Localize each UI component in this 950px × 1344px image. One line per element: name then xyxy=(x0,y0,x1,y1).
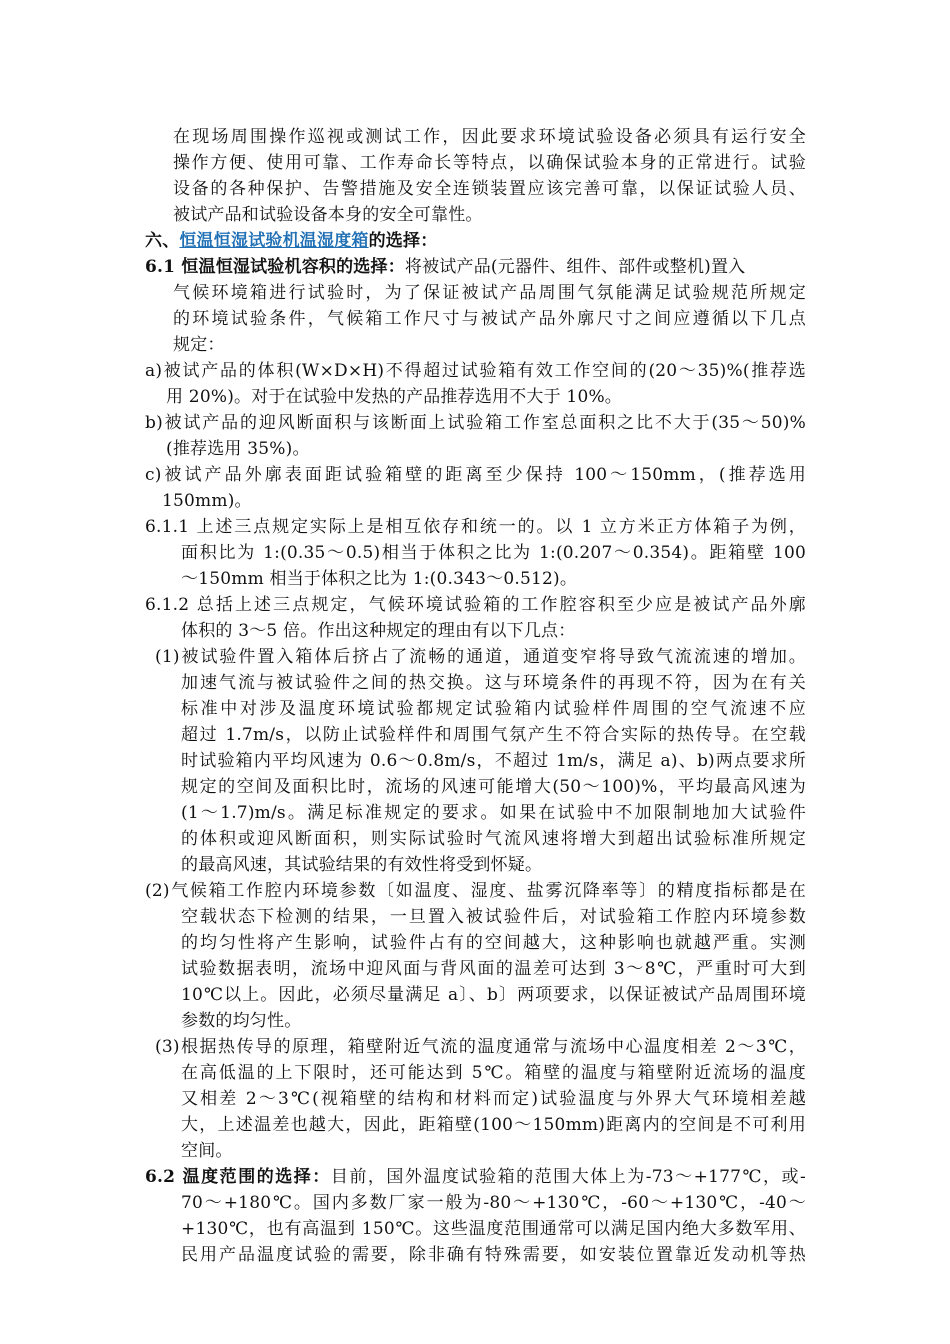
point-3-line: 在高低温的上下限时，还可能达到 5℃。箱壁的温度与箱壁附近流场的温度 xyxy=(181,1063,806,1083)
point-1-line: 时试验箱内平均风速为 0.6～0.8m/s，不超过 1m/s，满足 a)、b)两点要求所 xyxy=(181,751,806,771)
section-6-2-line: 民用产品温度试验的需要，除非确有特殊需要，如安装位置靠近发动机等热 xyxy=(181,1245,806,1265)
rule-c-line: 150mm)。 xyxy=(162,491,252,511)
point-1-line: 加速气流与被试验件之间的热交换。这与环境条件的再现不符，因为在有关 xyxy=(181,673,806,693)
point-1-line: 的体积或迎风断面积，则实际试验时气流风速将增大到超出试验标准所规定 xyxy=(181,829,806,849)
point-3-line: 空间。 xyxy=(181,1141,233,1161)
rule-a-line: 用 20%)。对于在试验中发热的产品推荐选用不大于 10%。 xyxy=(166,387,623,407)
section-6-suffix: 的选择： xyxy=(368,231,438,251)
point-1-line: 规定的空间及面积比时，流场的风速可能增大(50～100)%，平均最高风速为 xyxy=(181,777,806,797)
rule-c-line: c)被试产品外廓表面距试验箱壁的距离至少保持 100～150mm，(推荐选用 xyxy=(145,465,806,485)
section-6-link[interactable]: 恒温恒湿试验机温湿度箱 xyxy=(179,231,369,251)
point-3-line: (3)根据热传导的原理，箱壁附近气流的温度通常与流场中心温度相差 2～3℃， xyxy=(155,1037,806,1057)
point-1-line: 标准中对涉及温度环境试验都规定试验箱内试验样件周围的空气流速不应 xyxy=(181,699,806,719)
rule-a-line: a)被试产品的体积(W×D×H)不得超过试验箱有效工作空间的(20～35)%(推荐选 xyxy=(145,361,806,381)
point-2-line: 的均匀性将产生影响，试验件占有的空间越大，这种影响也就越严重。实测 xyxy=(181,933,806,953)
section-6-2-line: 70～+180℃。国内多数厂家一般为-80～+130℃，-60～+130℃，-40～ xyxy=(181,1193,806,1213)
point-2-line: 空载状态下检测的结果，一旦置入被试验件后，对试验箱工作腔内环境参数 xyxy=(181,907,806,927)
section-6-1-1-line: 6.1.1 上述三点规定实际上是相互依存和统一的。以 1 立方米正方体箱子为例， xyxy=(145,517,806,537)
point-1-line: (1)被试验件置入箱体后挤占了流畅的通道，通道变窄将导致气流流速的增加。 xyxy=(155,647,806,667)
point-2-line: 10℃以上。因此，必须尽量满足 a〕、b〕两项要求，以保证被试产品周围环境 xyxy=(181,985,806,1005)
point-2-line: 参数的均匀性。 xyxy=(181,1011,302,1031)
section-6-1-text: 将被试产品(元器件、组件、部件或整机)置入 xyxy=(404,257,746,277)
section-6-2-line: +130℃，也有高温到 150℃。这些温度范围通常可以满足国内绝大多数军用、 xyxy=(181,1219,806,1239)
section-6-prefix: 六、 xyxy=(145,231,180,251)
section-6-1-line: 规定： xyxy=(173,335,225,355)
point-1-line: (1～1.7)m/s。满足标准规定的要求。如果在试验中不加限制地加大试验件 xyxy=(181,803,806,823)
intro-line: 设备的各种保护、告警措施及安全连锁装置应该完善可靠，以保证试验人员、 xyxy=(173,179,806,199)
section-6-2-heading: 6.2 温度范围的选择： xyxy=(145,1167,331,1187)
point-2-line: 试验数据表明，流场中迎风面与背风面的温差可达到 3～8℃，严重时可大到 xyxy=(181,959,806,979)
section-6-1-line: 的环境试验条件，气候箱工作尺寸与被试产品外廓尺寸之间应遵循以下几点 xyxy=(173,309,806,329)
section-6-1-2-line: 6.1.2 总括上述三点规定，气候环境试验箱的工作腔容积至少应是被试产品外廓 xyxy=(145,595,806,615)
intro-line: 被试产品和试验设备本身的安全可靠性。 xyxy=(173,205,483,225)
section-6-heading xyxy=(145,228,437,254)
section-6-2-first-line xyxy=(145,1164,806,1190)
section-6-1-1-line: ～150mm 相当于体积之比为 1:(0.343～0.512)。 xyxy=(181,569,578,589)
point-3-line: 又相差 2～3℃(视箱壁的结构和材料而定)试验温度与外界大气环境相差越 xyxy=(181,1089,806,1109)
point-1-line: 的最高风速，其试验结果的有效性将受到怀疑。 xyxy=(181,855,543,875)
point-1-line: 超过 1.7m/s，以防止试验样件和周围气氛产生不符合实际的热传导。在空载 xyxy=(181,725,806,745)
section-6-1-2-line: 体积的 3～5 倍。作出这种规定的理由有以下几点： xyxy=(181,621,576,641)
intro-line: 操作方便、使用可靠、工作寿命长等特点，以确保试验本身的正常进行。试验 xyxy=(173,153,806,173)
point-3-line: 大，上述温差也越大，因此，距箱壁(100～150mm)距离内的空间是不可利用 xyxy=(181,1115,806,1135)
rule-b-line: b)被试产品的迎风断面积与该断面上试验箱工作室总面积之比不大于(35～50)% xyxy=(145,413,806,433)
intro-line: 在现场周围操作巡视或测试工作，因此要求环境试验设备必须具有运行安全 xyxy=(173,127,806,147)
section-6-2-text: 目前，国外温度试验箱的范围大体上为-73～+177℃，或- xyxy=(330,1167,806,1187)
point-2-line: (2)气候箱工作腔内环境参数〔如温度、湿度、盐雾沉降率等〕的精度指标都是在 xyxy=(145,881,806,901)
section-6-1-heading: 6.1 恒温恒湿试验机容积的选择： xyxy=(145,257,405,277)
section-6-1-first-line xyxy=(145,254,745,280)
section-6-1-line: 气候环境箱进行试验时，为了保证被试产品周围气氛能满足试验规范所规定 xyxy=(173,283,806,303)
rule-b-line: (推荐选用 35%)。 xyxy=(166,439,310,459)
section-6-1-1-line: 面积比为 1:(0.35～0.5)相当于体积之比为 1:(0.207～0.354)。距箱壁 100 xyxy=(181,543,806,563)
